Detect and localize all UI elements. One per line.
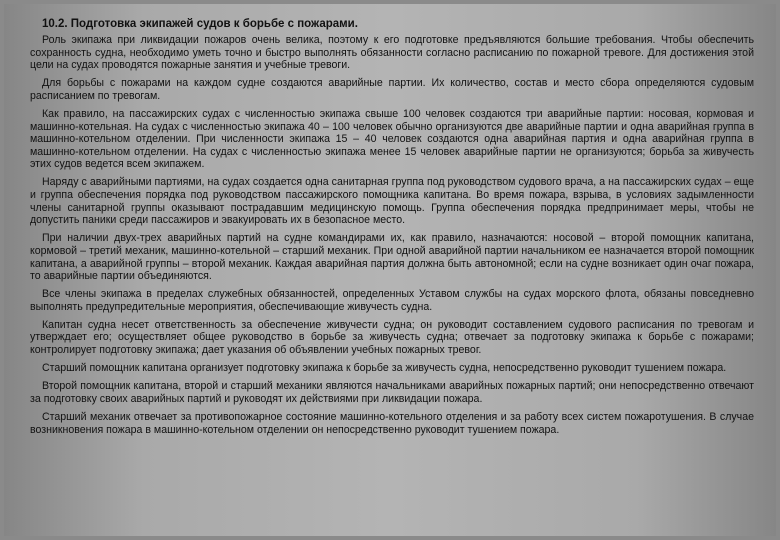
paragraph-crew-duties: Все члены экипажа в пределах служебных обязанностей, определенных Уставом службы на судах морского флота, обязаны повседневно выполнять предупредительные мероприятия, обеспечивающие живучесть судна. [30,288,754,313]
section-heading: 10.2. Подготовка экипажей судов к борьбе с пожарами. [42,18,358,30]
document-page [4,4,776,536]
paragraph-captain: Капитан судна несет ответственность за обеспечение живучести судна; он руководит составлением судового расписания по тревогам и утверждает его; осуществляет общее руководство в борьбе за живучесть судна; отвечает за подготовку экипажа к борьбе с пожарами; контролирует подготовку экипажа; дает указания об объявлении учебных пожарных тревог. [30,318,754,357]
paragraph-chief-mate: Старший помощник капитана организует подготовку экипажа к борьбе за живучесть судна, непосредственно руководит тушением пожара. [42,362,727,375]
paragraph-chief-engineer: Старший механик отвечает за противопожарное состояние машинно-котельного отделения и за работу всех систем пожаротушения. В случае возникновения пожара в машинно-котельном отделении он непосредственно руководит тушением пожара. [30,410,754,436]
paragraph-party-count: Как правило, на пассажирских судах с численностью экипажа свыше 100 человек создаются три аварийные партии: носовая, кормовая и машинно-котельная. На судах с численностью экипажа 40 – 100 человек обычно организуются две аварийные партии и одна аварийная группа в машинно-котельном отделении. При численности экипажа 15 – 40 человек создаются одна аварийная партия и одна аварийная группа в машинно-котельном отделении. На судах с численностью экипажа менее 15 человек аварийные партии не организуются; борьба за живучесть этих судов ведется всем экипажем. [30,107,754,171]
paragraph-crew-role: Роль экипажа при ликвидации пожаров очень велика, поэтому к его подготовке предъявляются большие требования. Чтобы обеспечить сохранность судна, необходимо уметь точно и быстро выполнять обязанности согласно расписанию по пожарной тревоге. Для достижения этой цели на судах проводятся пожарные занятия и учебные тревоги. [30,34,754,72]
paragraph-second-mate: Второй помощник капитана, второй и старший механики являются начальниками аварийных пожарных партий; они непосредственно отвечают за подготовку своих аварийных партий и руководят их действиями при ликвидации пожара. [30,380,754,405]
paragraph-party-commanders: При наличии двух-трех аварийных партий на судне командирами их, как правило, назначаются: носовой – второй помощник капитана, кормовой – третий механик, машинно-котельной – старший механик. При одной аварийной партии начальником ее назначается второй помощник капитана, а аварийной группы – второй механик. Каждая аварийная партия должна быть автономной; если на судне возникает один очаг пожара, то аварийные партии объединяются. [30,232,754,283]
paragraph-emergency-parties: Для борьбы с пожарами на каждом судне создаются аварийные партии. Их количество, состав и место сбора определяются судовым расписанием по тревогам. [30,77,754,102]
paragraph-sanitary-group: Наряду с аварийными партиями, на судах создается одна санитарная группа под руководством судового врача, а на пассажирских судах – еще и группа обеспечения порядка под руководством пассажирского помощника капитана. Во время пожара, взрыва, в условиях задымленности члены санитарной группы оказывают пострадавшим медицинскую помощь. Группа обеспечения порядка предпринимает меры, чтобы не допустить паники среди пассажиров и эвакуировать их в безопасное место. [30,176,754,227]
